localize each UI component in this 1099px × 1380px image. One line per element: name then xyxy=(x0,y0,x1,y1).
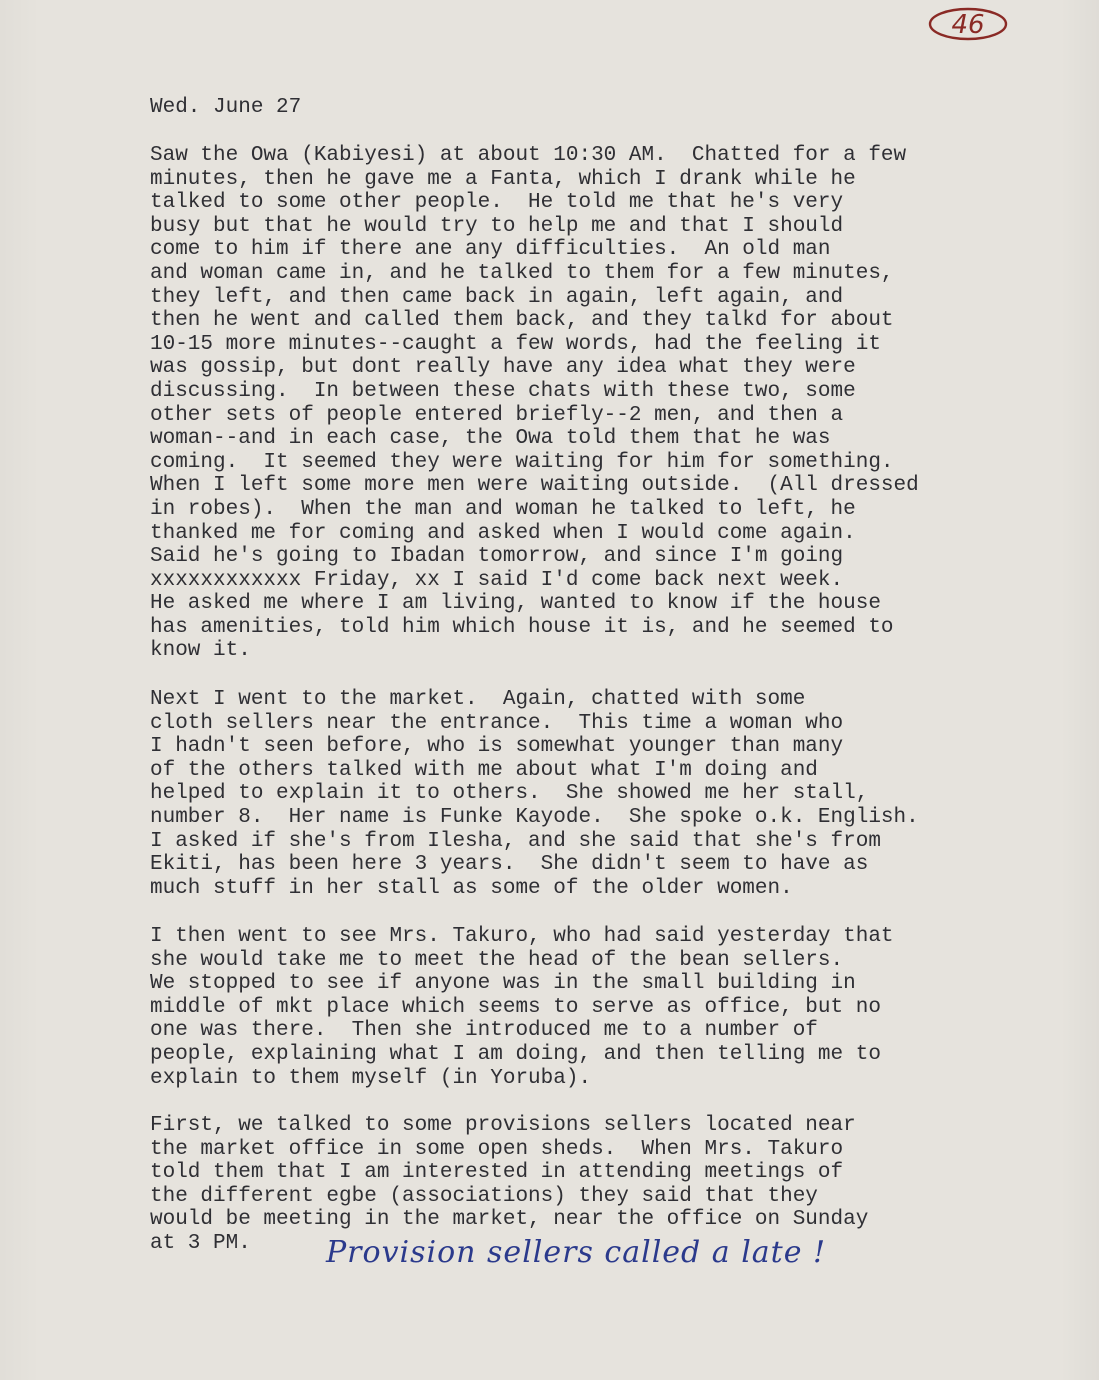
typed-line: one was there. Then she introduced me to a number of xyxy=(150,1019,818,1043)
typed-line: coming. It seemed they were waiting for him for something. xyxy=(150,450,894,474)
typed-line: xxxxxxxxxxxx Friday, xx I said I'd come back next week. xyxy=(150,568,844,592)
typed-line: cloth sellers near the entrance. This time a woman who xyxy=(150,711,844,735)
typed-line: Saw the Owa (Kabiyesi) at about 10:30 AM. Chatted for a few xyxy=(150,144,907,167)
typed-line: much stuff in her stall as some of the older women. xyxy=(150,876,793,900)
typed-line: busy but that he would try to help me and that I should xyxy=(150,214,844,238)
typed-line: has amenities, told him which house it is, and he seemed to xyxy=(150,615,894,639)
typed-line: First, we talked to some provisions sellers located near xyxy=(150,1114,856,1137)
typed-line: the different egbe (associations) they said that they xyxy=(150,1184,818,1208)
typed-line: talked to some other people. He told me that he's very xyxy=(150,191,844,215)
page-number-circle-icon xyxy=(926,6,1010,42)
typed-line: middle of mkt place which seems to serve as office, but no xyxy=(150,995,881,1019)
typed-line: she would take me to meet the head of the bean sellers. xyxy=(150,948,844,972)
typed-line: other sets of people entered briefly--2 men, and then a xyxy=(150,403,844,427)
typed-line: We stopped to see if anyone was in the small building in xyxy=(150,972,856,996)
typed-line: would be meeting in the market, near the office on Sunday xyxy=(150,1208,869,1232)
typed-line: Said he's going to Ibadan tomorrow, and since I'm going xyxy=(150,545,844,569)
typed-line: was gossip, but dont really have any idea what they were xyxy=(150,356,856,380)
typed-line: thanked me for coming and asked when I would come again. xyxy=(150,521,856,545)
typed-line: know it. xyxy=(150,639,251,663)
handwritten-annotation xyxy=(322,1222,862,1282)
typed-line: explain to them myself (in Yoruba). xyxy=(150,1066,592,1090)
page-number-text: 46 xyxy=(951,10,985,40)
typed-line: I asked if she's from Ilesha, and she said that she's from xyxy=(150,829,881,853)
paragraph-market xyxy=(150,688,1050,900)
typed-line: discussing. In between these chats with these two, some xyxy=(150,379,856,403)
typed-line: at 3 PM. xyxy=(150,1231,251,1255)
paragraph-owa-visit xyxy=(150,144,1050,663)
date-heading: Wed. June 27 xyxy=(150,96,302,119)
typed-line: people, explaining what I am doing, and then telling me to xyxy=(150,1042,881,1066)
handwritten-note-text: Provision sellers called a late ! xyxy=(326,1235,827,1270)
typed-line: number 8. Her name is Funke Kayode. She spoke o.k. English. xyxy=(150,805,919,829)
typed-line: minutes, then he gave me a Fanta, which I drank while he xyxy=(150,167,856,191)
typed-line: in robes). When the man and woman he talked to left, he xyxy=(150,497,856,521)
typed-line: the market office in some open sheds. When Mrs. Takuro xyxy=(150,1137,844,1161)
typed-line: then he went and called them back, and they talkd for about xyxy=(150,309,894,333)
typed-line: and woman came in, and he talked to them for a few minutes, xyxy=(150,261,894,285)
typed-line: I hadn't seen before, who is somewhat younger than many xyxy=(150,735,844,759)
typed-line: they left, and then came back in again, left again, and xyxy=(150,285,844,309)
page-number-circled xyxy=(926,6,1010,42)
typed-line: When I left some more men were waiting outside. (All dressed xyxy=(150,474,919,498)
typed-line: I then went to see Mrs. Takuro, who had said yesterday that xyxy=(150,925,894,948)
typed-line: He asked me where I am living, wanted to know if the house xyxy=(150,592,881,616)
typed-line: helped to explain it to others. She showed me her stall, xyxy=(150,782,869,806)
typed-line: 10-15 more minutes--caught a few words, had the feeling it xyxy=(150,332,881,356)
typed-line: Ekiti, has been here 3 years. She didn't seem to have as xyxy=(150,853,869,877)
typed-line: come to him if there ane any difficulties. An old man xyxy=(150,238,831,262)
typed-line: woman--and in each case, the Owa told them that he was xyxy=(150,427,831,451)
typed-line: Next I went to the market. Again, chatted with some xyxy=(150,688,806,711)
paragraph-mrs-takuro xyxy=(150,925,1050,1090)
typed-line: told them that I am interested in attending meetings of xyxy=(150,1161,844,1185)
typed-line: of the others talked with me about what I'm doing and xyxy=(150,758,818,782)
